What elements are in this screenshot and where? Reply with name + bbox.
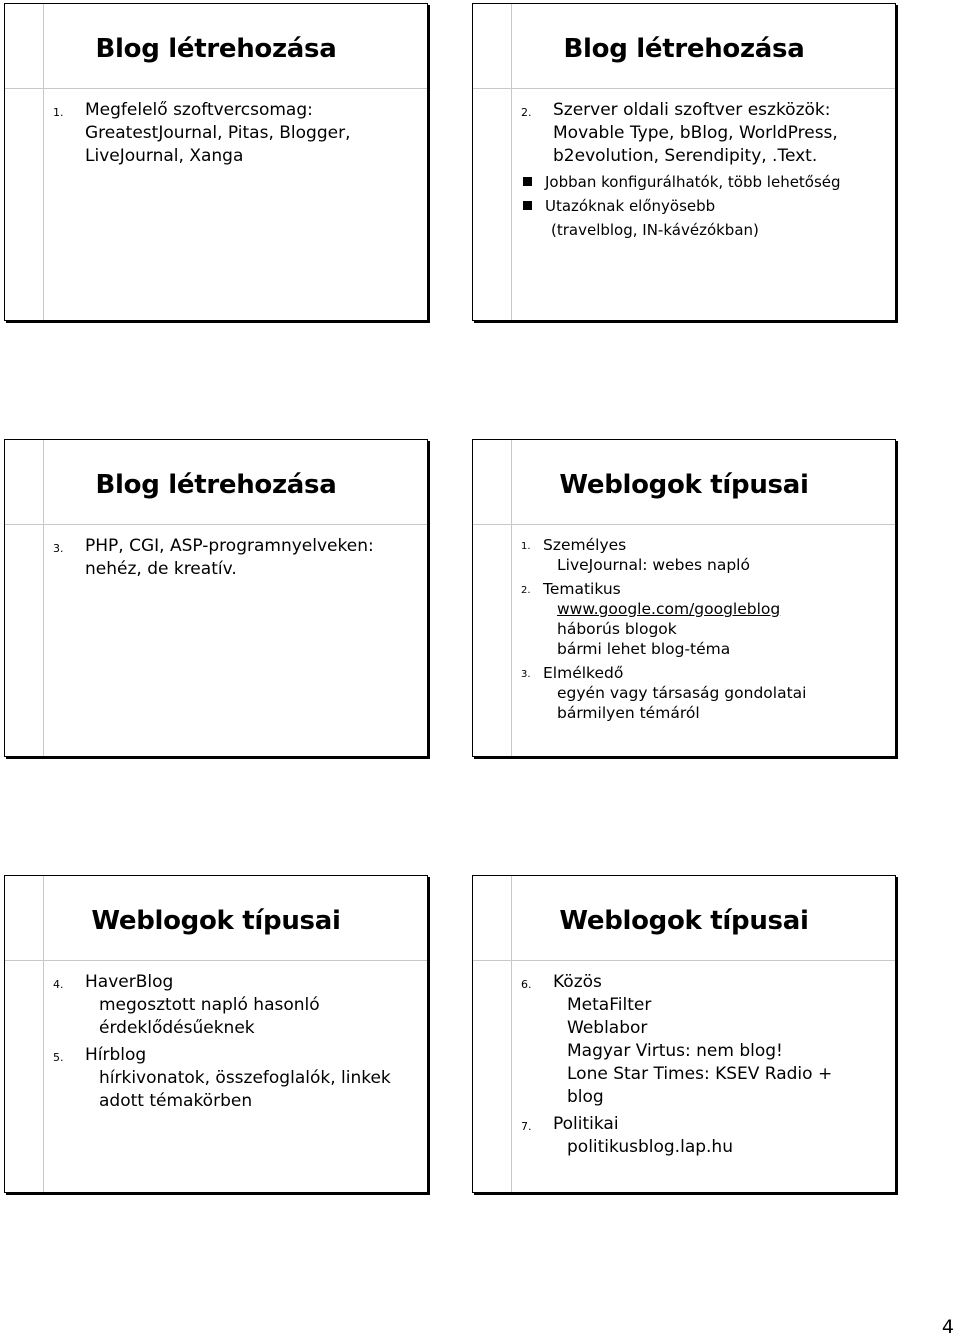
item-label: Tematikus	[543, 580, 621, 598]
list-item	[53, 1044, 419, 1067]
sub-line: Magyar Virtus: nem blog!	[567, 1041, 783, 1061]
item-number: 6.	[521, 978, 532, 991]
item-number: 1.	[521, 541, 531, 552]
sub-line: bármi lehet blog-téma	[557, 640, 731, 658]
slide-body	[521, 99, 887, 242]
sub-line: háborús blogok	[557, 620, 677, 638]
slide-title: Blog létrehozása	[95, 470, 337, 500]
page-number: 4	[941, 1316, 954, 1338]
item-line: nehéz, de kreatív.	[85, 559, 237, 579]
slide-title: Weblogok típusai	[91, 906, 341, 936]
item-number: 1.	[53, 106, 64, 119]
sub-line: blog	[567, 1087, 604, 1107]
item-line: Szerver oldali szoftver eszközök:	[553, 100, 831, 120]
square-bullet-icon	[523, 177, 532, 186]
item-line: Megfelelő szoftvercsomag:	[85, 100, 313, 120]
list-item	[521, 579, 887, 599]
sub-line: Lone Star Times: KSEV Radio +	[567, 1064, 833, 1084]
list-item	[521, 1113, 887, 1136]
slide-body	[53, 99, 419, 168]
sub-line: MetaFilter	[567, 995, 652, 1015]
item-label: Közös	[553, 972, 602, 992]
item-number: 2.	[521, 106, 532, 119]
sub-line: hírkivonatok, összefoglalók, linkek	[99, 1068, 391, 1088]
item-line: GreatestJournal, Pitas, Blogger,	[85, 123, 351, 143]
bullet-continuation	[521, 218, 887, 242]
bullet-item	[521, 170, 887, 194]
list-item	[521, 663, 887, 683]
item-number: 3.	[53, 542, 64, 555]
item-line: LiveJournal, Xanga	[85, 146, 244, 166]
bullet-text: Jobban konfigurálhatók, több lehetőség	[545, 173, 841, 191]
bullet-text: Utazóknak előnyösebb	[545, 197, 716, 215]
sub-line: adott témakörben	[99, 1091, 253, 1111]
sub-line: politikusblog.lap.hu	[567, 1137, 733, 1157]
list-item	[53, 971, 419, 994]
item-line: PHP, CGI, ASP-programnyelveken:	[85, 536, 374, 556]
list-item	[521, 971, 887, 994]
sub-line: Weblabor	[567, 1018, 648, 1038]
item-line: b2evolution, Serendipity, .Text.	[553, 146, 818, 166]
slide-3	[4, 439, 428, 757]
slide-4	[472, 439, 896, 757]
sub-line: egyén vagy társaság gondolatai	[557, 684, 807, 702]
sub-line: LiveJournal: webes napló	[557, 556, 750, 574]
slide-1	[4, 3, 428, 321]
bullet-list	[521, 170, 887, 242]
slide-5	[4, 875, 428, 1193]
slide-6	[472, 875, 896, 1193]
item-number: 7.	[521, 1120, 532, 1133]
item-number: 2.	[521, 585, 531, 596]
sub-line: érdeklődésűeknek	[99, 1018, 255, 1038]
item-label: Politikai	[553, 1114, 619, 1134]
bullet-text: (travelblog, IN-kávézókban)	[551, 221, 759, 239]
sub-line: megosztott napló hasonló	[99, 995, 320, 1015]
list-item	[521, 535, 887, 555]
list-item	[53, 535, 419, 581]
item-label: Személyes	[543, 536, 627, 554]
slide-title: Weblogok típusai	[559, 470, 809, 500]
item-label: Hírblog	[85, 1045, 147, 1065]
item-line: Movable Type, bBlog, WorldPress,	[553, 123, 838, 143]
list-item	[53, 99, 419, 168]
slide-title: Weblogok típusai	[559, 906, 809, 936]
slide-body	[521, 971, 887, 1159]
item-number: 3.	[521, 669, 531, 680]
slide-body	[521, 535, 887, 723]
slide-2	[472, 3, 896, 321]
list-item	[521, 99, 887, 168]
square-bullet-icon	[523, 201, 532, 210]
slide-title: Blog létrehozása	[95, 34, 337, 64]
bullet-item	[521, 194, 887, 218]
item-label: Elmélkedő	[543, 664, 624, 682]
item-label: HaverBlog	[85, 972, 174, 992]
item-number: 5.	[53, 1051, 64, 1064]
slide-body	[53, 971, 419, 1113]
slide-body	[53, 535, 419, 581]
item-number: 4.	[53, 978, 64, 991]
sub-line: bármilyen témáról	[557, 704, 700, 722]
slide-title: Blog létrehozása	[563, 34, 805, 64]
googleblog-link[interactable]: www.google.com/googleblog	[557, 600, 781, 618]
